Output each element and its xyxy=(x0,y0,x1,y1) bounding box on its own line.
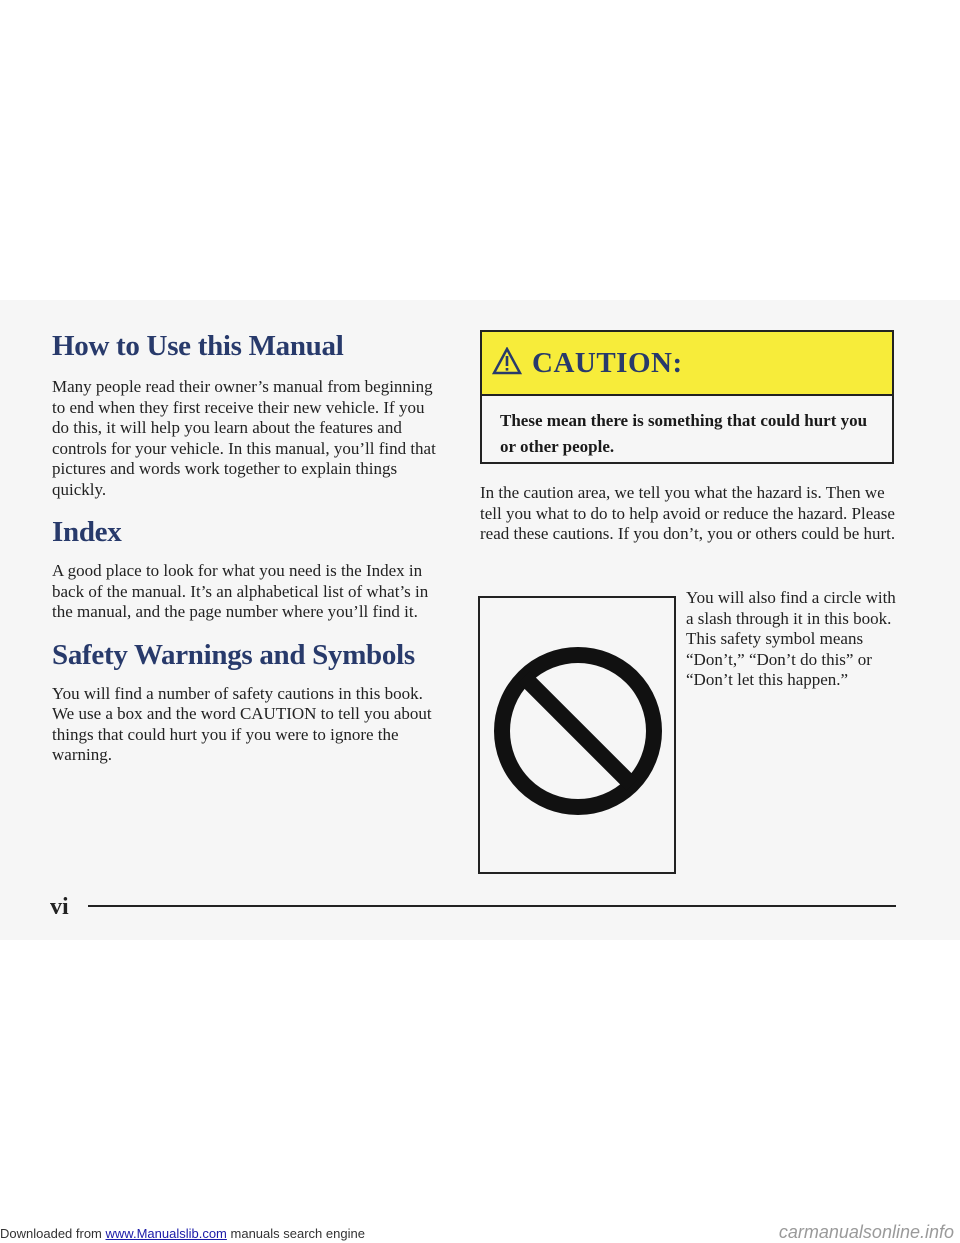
safety-heading: Safety Warnings and Symbols xyxy=(52,638,415,671)
page-title: How to Use this Manual xyxy=(52,330,344,362)
caution-explanation: In the caution area, we tell you what the hazard is. Then we tell you what to do to help avoid or reduce the hazard. Please read these cautions. If you don’t, you or others could be hurt. xyxy=(480,483,896,543)
index-heading: Index xyxy=(52,516,122,548)
download-banner xyxy=(0,1226,365,1241)
caution-box xyxy=(480,330,894,464)
caution-label: CAUTION: xyxy=(532,346,683,379)
warning-triangle-icon xyxy=(492,347,522,380)
symbol-box xyxy=(478,596,676,874)
intro-paragraph: Many people read their owner’s manual from beginning to end when they first receive their new vehicle. If you do this, it will help you learn about the features and controls for your vehicle. In this manual, you’ll find that pictures and words work together to explain things quickly. xyxy=(52,377,436,499)
prohibition-circle-icon xyxy=(490,643,666,819)
symbol-description: You will also find a circle with a slash through it in this book. This safety symbol means “Don’t,” “Don’t do this” or “Don’t let this happen.” xyxy=(686,588,896,689)
banner-suffix: manuals search engine xyxy=(230,1226,365,1241)
safety-paragraph: You will find a number of safety cautions in this book. We use a box and the word CAUTION to tell you about things that could hurt you if you were to ignore the warning. xyxy=(52,683,432,764)
footer-rule xyxy=(88,905,896,907)
caution-explanation-block xyxy=(480,483,900,561)
symbol-description-block xyxy=(686,588,896,707)
page-number: vi xyxy=(50,894,69,920)
caution-message: These mean there is something that could hurt you or other people. xyxy=(500,411,868,456)
watermark: carmanualsonline.info xyxy=(778,1222,954,1242)
caution-header xyxy=(482,332,892,396)
left-column xyxy=(52,330,444,782)
index-paragraph: A good place to look for what you need is the Index in back of the manual. It’s an alphabetical list of what’s in the manual, and the page number where you’ll find it. xyxy=(52,561,429,621)
manualslib-link[interactable]: www.Manualslib.com xyxy=(105,1226,227,1241)
banner-prefix: Downloaded from xyxy=(0,1226,102,1241)
